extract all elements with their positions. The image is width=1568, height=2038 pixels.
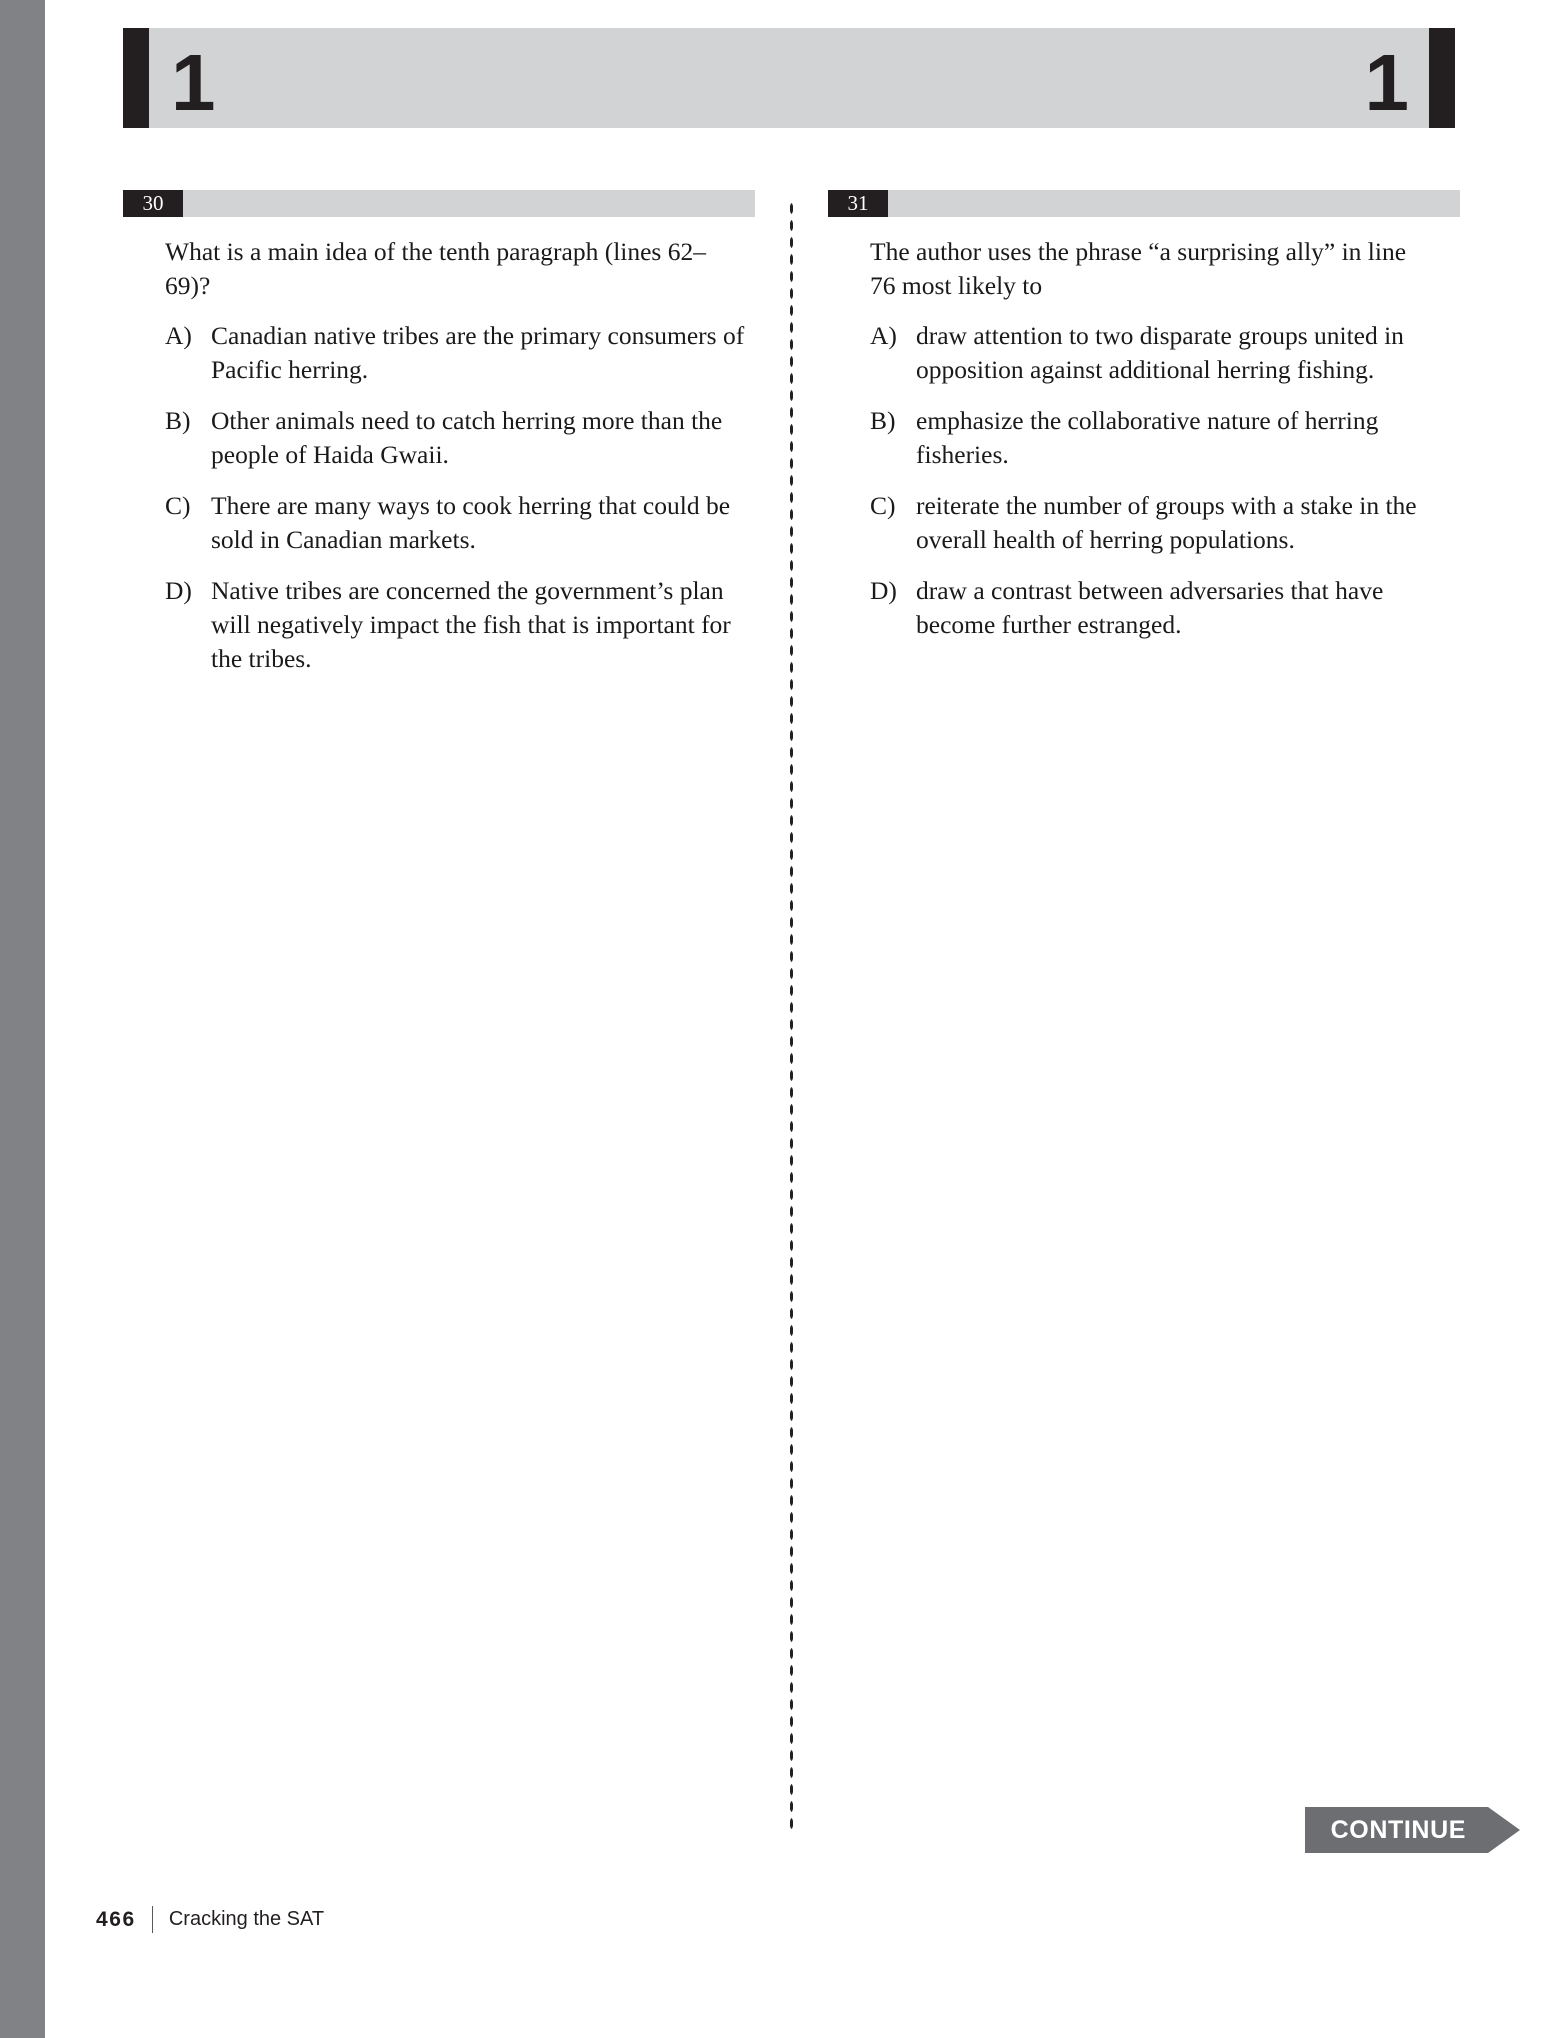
answer-choices-31 <box>828 319 1460 641</box>
arrow-right-icon <box>1488 1807 1520 1853</box>
choice-letter: C) <box>870 490 896 520</box>
choice-letter: D) <box>870 575 897 605</box>
choice-text: Native tribes are concerned the government’s plan will negatively impact the fish that is important for the tribes. <box>211 575 731 673</box>
column-left <box>123 190 755 692</box>
header-left-rule <box>123 28 149 128</box>
choice-text: draw attention to two disparate groups united in opposition against additional herring fishing. <box>916 321 1404 385</box>
answer-choice[interactable] <box>870 319 1460 387</box>
column-divider <box>789 200 794 1830</box>
page-header <box>123 28 1455 128</box>
answer-choices-30 <box>123 319 755 675</box>
answer-choice[interactable] <box>165 319 755 387</box>
header-band <box>149 28 1429 128</box>
continue-banner-body <box>1305 1807 1488 1853</box>
question-stem: The author uses the phrase “a surprising ally” in line 76 most likely to <box>870 237 1407 300</box>
choice-letter: D) <box>165 575 192 605</box>
choice-text: draw a contrast between adversaries that have become further estranged. <box>916 575 1384 639</box>
question-stem: What is a main idea of the tenth paragraph (lines 62–69)? <box>165 237 706 300</box>
choice-letter: C) <box>165 490 191 520</box>
question-header-30 <box>123 190 755 217</box>
answer-choice[interactable] <box>165 404 755 472</box>
column-right <box>828 190 1460 659</box>
choice-text: reiterate the number of groups with a stake in the overall health of herring populations. <box>916 490 1417 554</box>
section-number-left: 1 <box>171 38 214 127</box>
answer-choice[interactable] <box>165 574 755 676</box>
choice-text: emphasize the collaborative nature of herring fisheries. <box>916 406 1379 470</box>
choice-text: Other animals need to catch herring more than the people of Haida Gwaii. <box>211 406 723 470</box>
choice-letter: A) <box>870 321 897 351</box>
choice-letter: B) <box>165 406 191 436</box>
continue-label: CONTINUE <box>1330 1815 1466 1844</box>
section-number-right: 1 <box>1364 38 1407 127</box>
page-footer <box>96 1906 324 1933</box>
choice-letter: B) <box>870 406 896 436</box>
footer-book-title: Cracking the SAT <box>168 1908 325 1930</box>
header-right-rule <box>1429 28 1455 128</box>
answer-choice[interactable] <box>870 574 1460 642</box>
continue-banner <box>1305 1807 1520 1853</box>
choice-text: Canadian native tribes are the primary consumers of Pacific herring. <box>211 321 745 385</box>
answer-choice[interactable] <box>870 404 1460 472</box>
footer-divider <box>152 1906 153 1933</box>
question-header-bar <box>183 190 755 217</box>
answer-choice[interactable] <box>165 489 755 557</box>
question-header-bar <box>888 190 1460 217</box>
question-number-badge: 30 <box>123 190 183 217</box>
question-columns <box>0 190 1568 1810</box>
choice-text: There are many ways to cook herring that could be sold in Canadian markets. <box>211 490 731 554</box>
footer-page-number: 466 <box>96 1907 136 1931</box>
choice-letter: A) <box>165 321 192 351</box>
answer-choice[interactable] <box>870 489 1460 557</box>
question-header-31 <box>828 190 1460 217</box>
question-number-badge: 31 <box>828 190 888 217</box>
